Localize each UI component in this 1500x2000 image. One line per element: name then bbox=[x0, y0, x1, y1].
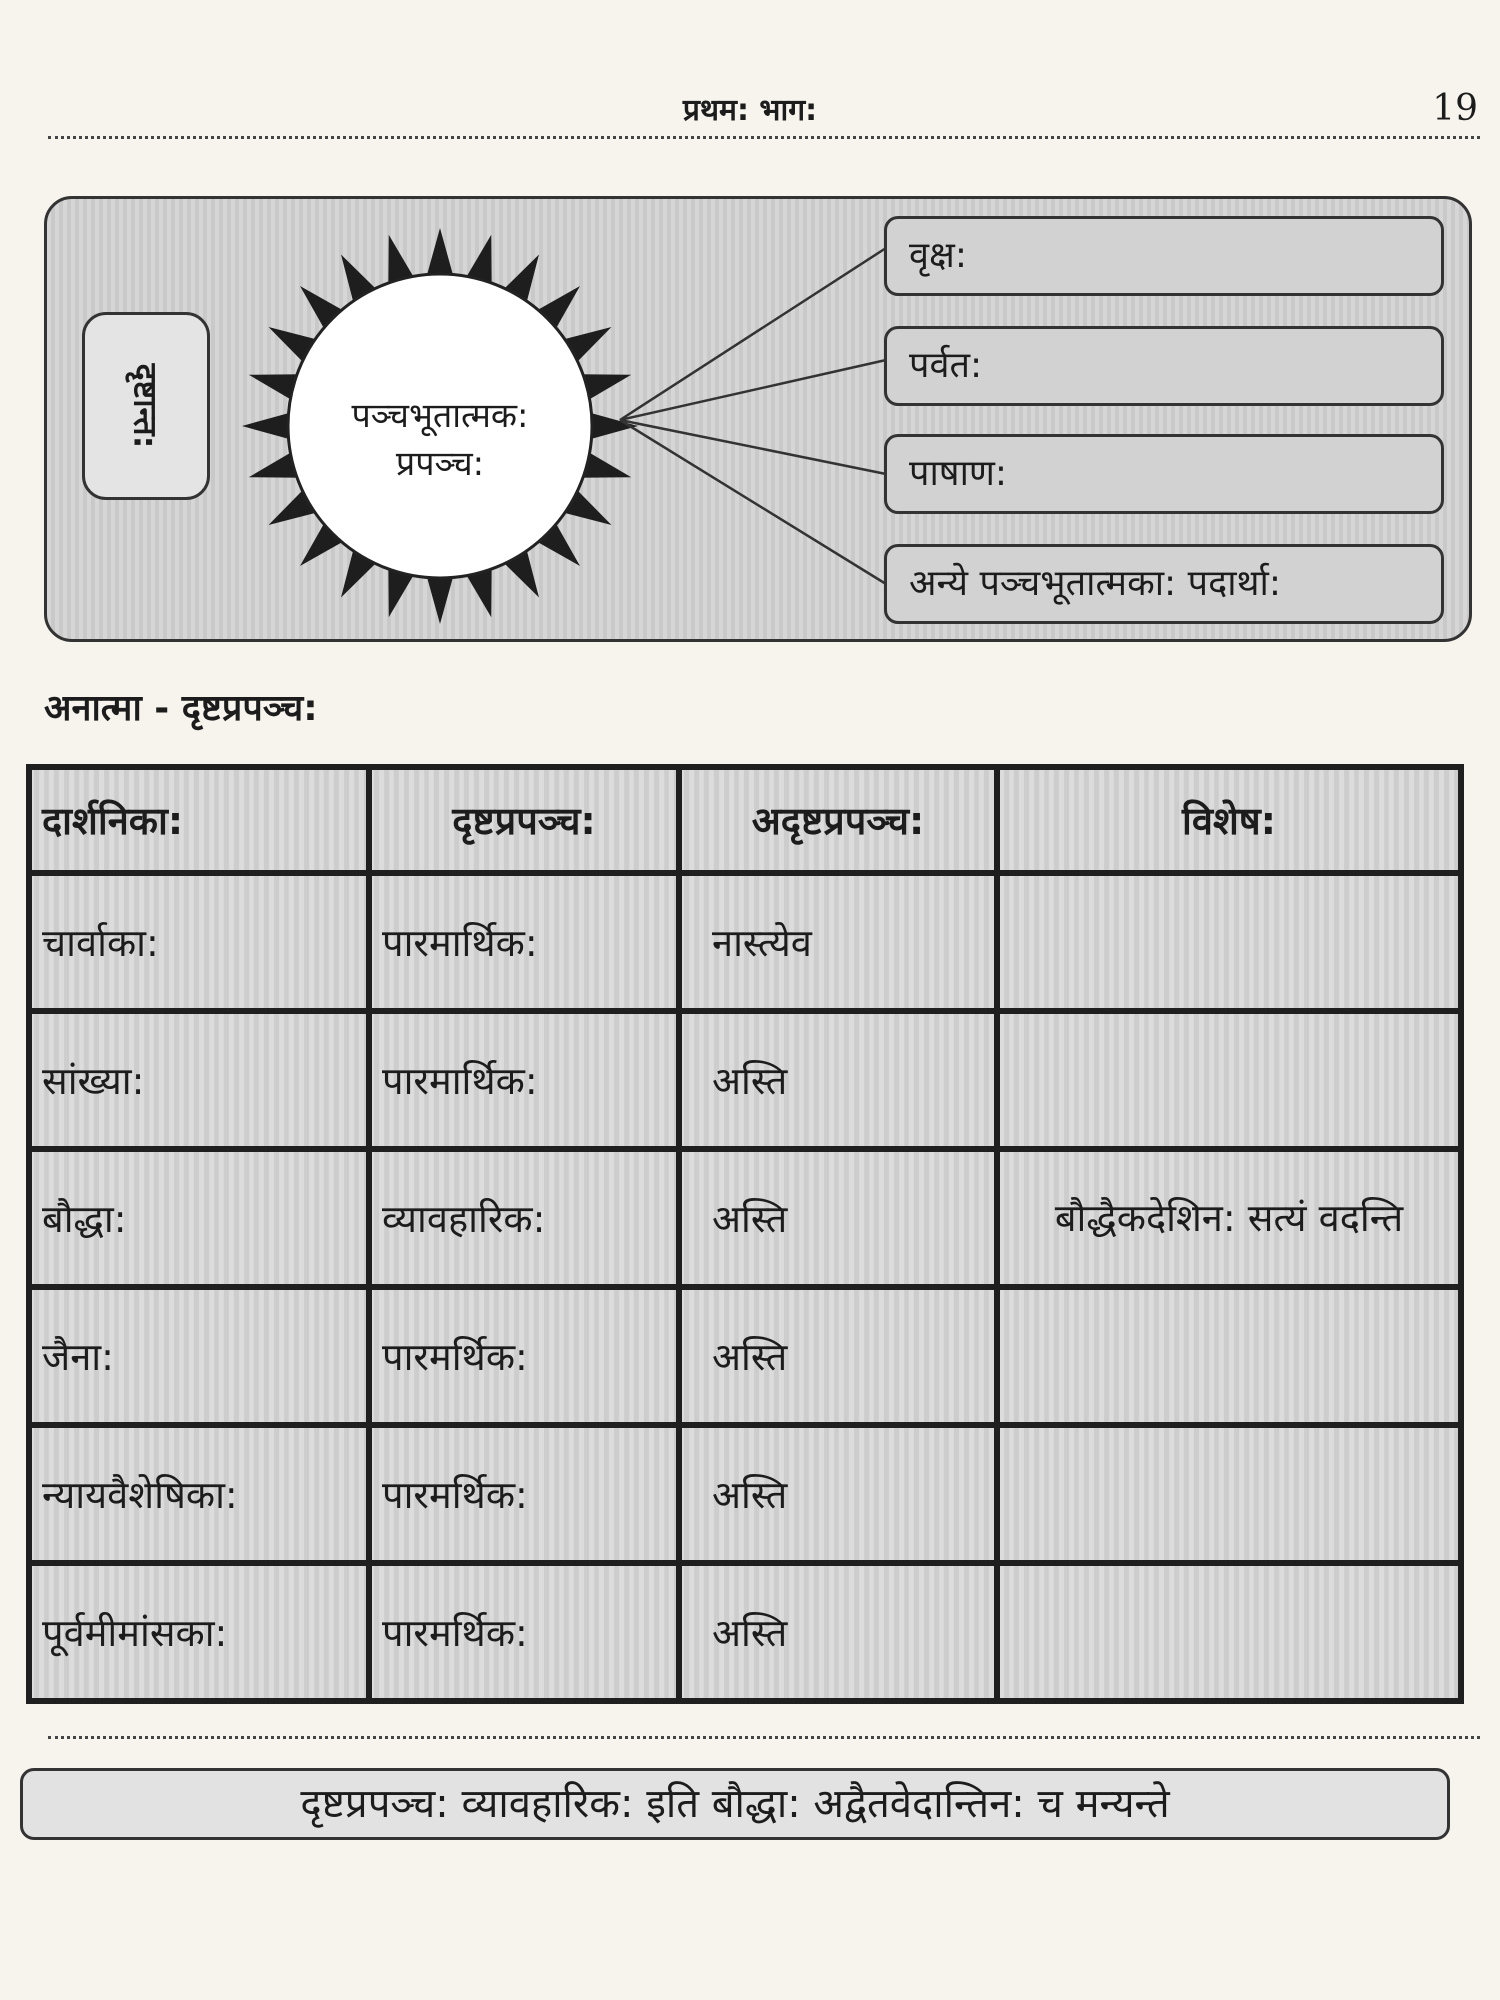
cell-remark bbox=[997, 1287, 1461, 1425]
cell-seen: पारमर्थिक: bbox=[369, 1287, 679, 1425]
table-row bbox=[29, 1563, 1461, 1701]
item-box-2: पर्वत: bbox=[884, 326, 1444, 406]
connector-lines bbox=[620, 248, 886, 584]
page-number: 19 bbox=[1432, 88, 1478, 129]
item-box-1: वृक्ष: bbox=[884, 216, 1444, 296]
cell-remark: बौद्धैकदेशिन: सत्यं वदन्ति bbox=[997, 1149, 1461, 1287]
section-heading: अनात्मा - दृष्टप्रपञ्च: bbox=[44, 688, 318, 729]
cell-remark bbox=[997, 1425, 1461, 1563]
cell-school: चार्वाका: bbox=[29, 873, 369, 1011]
table-row bbox=[29, 1149, 1461, 1287]
table-row bbox=[29, 1287, 1461, 1425]
cell-unseen: अस्ति bbox=[679, 1563, 997, 1701]
cell-school: पूर्वमीमांसका: bbox=[29, 1563, 369, 1701]
cell-school: न्यायवैशेषिका: bbox=[29, 1425, 369, 1563]
cell-school: जैना: bbox=[29, 1287, 369, 1425]
footer-rule bbox=[48, 1736, 1480, 1739]
cell-remark bbox=[997, 1563, 1461, 1701]
philosophy-table bbox=[26, 764, 1464, 1704]
item-box-4: अन्ये पञ्चभूतात्मका: पदार्था: bbox=[884, 544, 1444, 624]
sun-label bbox=[290, 392, 590, 488]
item-box-3: पाषाण: bbox=[884, 434, 1444, 514]
cell-remark bbox=[997, 873, 1461, 1011]
cell-remark bbox=[997, 1011, 1461, 1149]
cell-seen: पारमर्थिक: bbox=[369, 1425, 679, 1563]
sun-label-line2: प्रपञ्च: bbox=[395, 444, 485, 484]
header-seen-world: दृष्टप्रपञ्च: bbox=[369, 767, 679, 873]
sun-ray bbox=[242, 412, 293, 440]
running-head: प्रथम: भाग: bbox=[682, 93, 818, 128]
sun-ray bbox=[426, 573, 454, 624]
connector-line bbox=[620, 360, 886, 420]
cell-seen: पारमार्थिक: bbox=[369, 873, 679, 1011]
table-header-row bbox=[29, 767, 1461, 873]
header-schools: दार्शनिका: bbox=[29, 767, 369, 873]
cell-school: सांख्या: bbox=[29, 1011, 369, 1149]
header-unseen-world: अदृष्टप्रपञ्च: bbox=[679, 767, 997, 873]
cell-seen: पारमर्थिक: bbox=[369, 1563, 679, 1701]
cell-unseen: नास्त्येव bbox=[679, 873, 997, 1011]
table-row bbox=[29, 873, 1461, 1011]
table-row bbox=[29, 1011, 1461, 1149]
header-remarks: विशेष: bbox=[997, 767, 1461, 873]
table-row bbox=[29, 1425, 1461, 1563]
cell-seen: व्यावहारिक: bbox=[369, 1149, 679, 1287]
cell-unseen: अस्ति bbox=[679, 1149, 997, 1287]
side-label-text: दृष्टान्त: bbox=[126, 363, 165, 449]
sun-label-line1: पञ्चभूतात्मक: bbox=[351, 396, 529, 436]
cell-seen: पारमार्थिक: bbox=[369, 1011, 679, 1149]
connector-line bbox=[620, 420, 886, 474]
connector-line bbox=[620, 420, 886, 584]
sun-ray bbox=[426, 228, 454, 279]
cell-unseen: अस्ति bbox=[679, 1287, 997, 1425]
cell-school: बौद्धा: bbox=[29, 1149, 369, 1287]
cell-unseen: अस्ति bbox=[679, 1425, 997, 1563]
footer-note: दृष्टप्रपञ्च: व्यावहारिक: इति बौद्धा: अद्वैतवेदान्तिन: च मन्यन्ते bbox=[20, 1768, 1450, 1840]
cell-unseen: अस्ति bbox=[679, 1011, 997, 1149]
connector-line bbox=[620, 248, 886, 420]
